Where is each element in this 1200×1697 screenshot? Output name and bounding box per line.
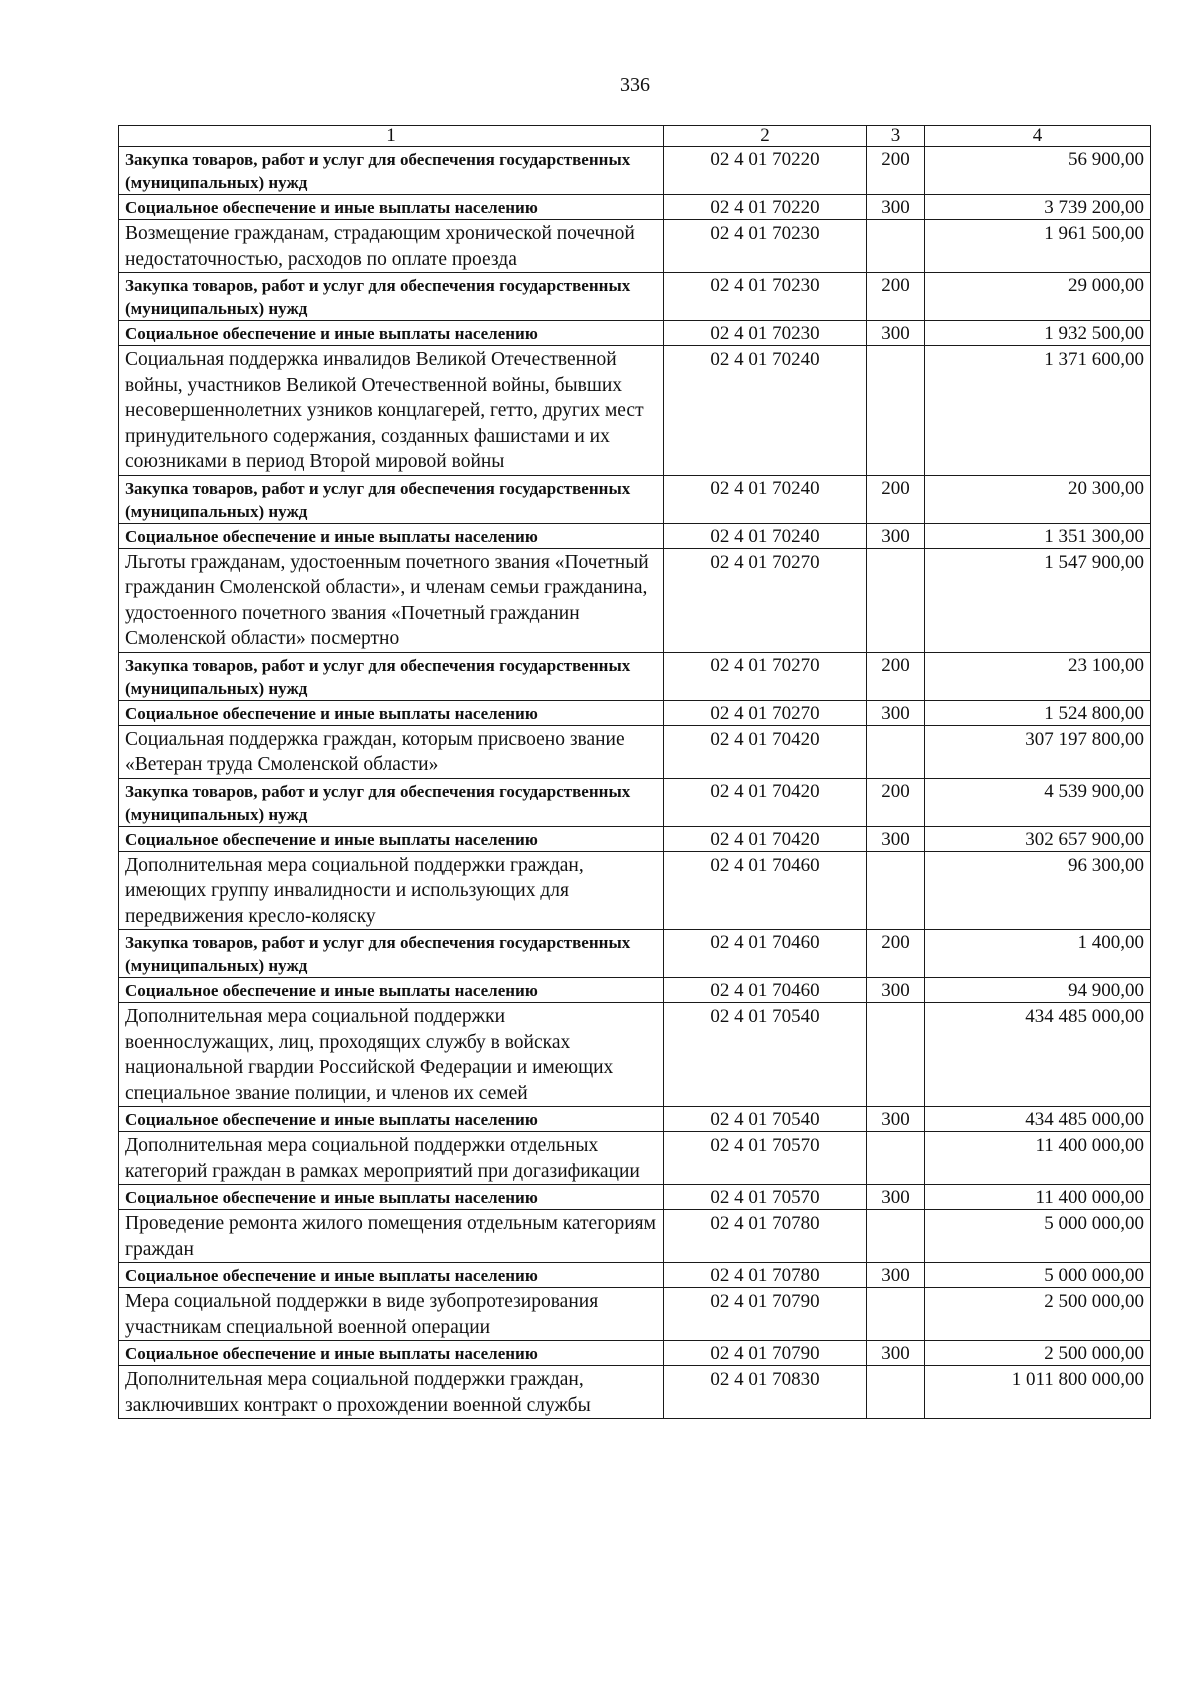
row-code: 02 4 01 70790 [664, 1288, 867, 1341]
row-expense-type: 300 [867, 1185, 925, 1210]
row-code: 02 4 01 70570 [664, 1132, 867, 1185]
row-expense-type: 300 [867, 826, 925, 851]
row-amount: 56 900,00 [925, 147, 1151, 195]
row-amount: 11 400 000,00 [925, 1132, 1151, 1185]
row-name: Социальное обеспечение и иные выплаты населению [119, 978, 664, 1003]
row-expense-type [867, 851, 925, 930]
row-expense-type [867, 548, 925, 652]
row-expense-type [867, 1132, 925, 1185]
row-name: Социальное обеспечение и иные выплаты населению [119, 1107, 664, 1132]
row-name: Дополнительная мера социальной поддержки военнослужащих, лиц, проходящих службу в войсках национальной гвардии Российской Федерации и имеющих специальное звание полиции, и членов их семей [119, 1003, 664, 1107]
row-expense-type: 300 [867, 700, 925, 725]
row-code: 02 4 01 70830 [664, 1366, 867, 1419]
row-amount: 2 500 000,00 [925, 1341, 1151, 1366]
row-code: 02 4 01 70220 [664, 195, 867, 220]
row-code: 02 4 01 70230 [664, 273, 867, 321]
table-row [119, 523, 1151, 548]
row-code: 02 4 01 70230 [664, 321, 867, 346]
row-code: 02 4 01 70270 [664, 652, 867, 700]
row-amount: 94 900,00 [925, 978, 1151, 1003]
row-code: 02 4 01 70420 [664, 826, 867, 851]
table-row [119, 321, 1151, 346]
table-row [119, 475, 1151, 523]
table-row [119, 1366, 1151, 1419]
row-amount: 29 000,00 [925, 273, 1151, 321]
table-row [119, 1263, 1151, 1288]
row-expense-type [867, 1210, 925, 1263]
table-row [119, 147, 1151, 195]
table-row [119, 851, 1151, 930]
row-code: 02 4 01 70270 [664, 548, 867, 652]
row-amount: 302 657 900,00 [925, 826, 1151, 851]
row-expense-type [867, 1288, 925, 1341]
row-name: Социальное обеспечение и иные выплаты населению [119, 826, 664, 851]
row-code: 02 4 01 70780 [664, 1263, 867, 1288]
row-amount: 307 197 800,00 [925, 725, 1151, 778]
row-expense-type: 300 [867, 321, 925, 346]
row-name: Дополнительная мера социальной поддержки отдельных категорий граждан в рамках мероприятий при догазификации [119, 1132, 664, 1185]
row-amount: 2 500 000,00 [925, 1288, 1151, 1341]
table-row [119, 548, 1151, 652]
row-name: Социальное обеспечение и иные выплаты населению [119, 700, 664, 725]
row-code: 02 4 01 70240 [664, 523, 867, 548]
table-row [119, 1341, 1151, 1366]
row-name: Социальное обеспечение и иные выплаты населению [119, 523, 664, 548]
table-row [119, 978, 1151, 1003]
row-expense-type: 200 [867, 930, 925, 978]
table-row [119, 220, 1151, 273]
row-expense-type: 200 [867, 147, 925, 195]
row-amount: 1 961 500,00 [925, 220, 1151, 273]
table-row [119, 195, 1151, 220]
row-code: 02 4 01 70790 [664, 1341, 867, 1366]
row-amount: 11 400 000,00 [925, 1185, 1151, 1210]
row-code: 02 4 01 70420 [664, 725, 867, 778]
row-amount: 3 739 200,00 [925, 195, 1151, 220]
table-row [119, 930, 1151, 978]
row-expense-type: 300 [867, 1263, 925, 1288]
row-name: Социальное обеспечение и иные выплаты населению [119, 321, 664, 346]
row-code: 02 4 01 70540 [664, 1003, 867, 1107]
row-expense-type: 200 [867, 475, 925, 523]
table-row [119, 826, 1151, 851]
row-code: 02 4 01 70460 [664, 930, 867, 978]
row-name: Социальное обеспечение и иные выплаты населению [119, 1185, 664, 1210]
row-name: Социальная поддержка граждан, которым присвоено звание «Ветеран труда Смоленской области» [119, 725, 664, 778]
row-amount: 1 400,00 [925, 930, 1151, 978]
row-expense-type: 200 [867, 652, 925, 700]
row-name: Возмещение гражданам, страдающим хронической почечной недостаточностью, расходов по оплате проезда [119, 220, 664, 273]
row-name: Закупка товаров, работ и услуг для обеспечения государственных (муниципальных) нужд [119, 147, 664, 195]
table-row [119, 778, 1151, 826]
row-amount: 4 539 900,00 [925, 778, 1151, 826]
row-name: Закупка товаров, работ и услуг для обеспечения государственных (муниципальных) нужд [119, 930, 664, 978]
row-name: Льготы гражданам, удостоенным почетного звания «Почетный гражданин Смоленской области», и членам семьи гражданина, удостоенного почетного звания «Почетный гражданин Смоленской области» посмертно [119, 548, 664, 652]
row-amount: 20 300,00 [925, 475, 1151, 523]
row-name: Дополнительная мера социальной поддержки граждан, имеющих группу инвалидности и использующих для передвижения кресло-коляску [119, 851, 664, 930]
row-amount: 5 000 000,00 [925, 1263, 1151, 1288]
table-row [119, 1288, 1151, 1341]
row-code: 02 4 01 70220 [664, 147, 867, 195]
row-name: Социальная поддержка инвалидов Великой Отечественной войны, участников Великой Отечественной войны, бывших несовершеннолетних узников концлагерей, гетто, других мест принудительного содержания, созданных фашистами и их союзниками в период Второй мировой войны [119, 346, 664, 476]
row-expense-type: 200 [867, 273, 925, 321]
row-expense-type [867, 725, 925, 778]
row-amount: 1 524 800,00 [925, 700, 1151, 725]
row-code: 02 4 01 70240 [664, 475, 867, 523]
row-code: 02 4 01 70570 [664, 1185, 867, 1210]
row-amount: 434 485 000,00 [925, 1003, 1151, 1107]
row-amount: 1 932 500,00 [925, 321, 1151, 346]
row-expense-type [867, 1003, 925, 1107]
table-row [119, 1107, 1151, 1132]
budget-table [118, 125, 1151, 1419]
table-row [119, 273, 1151, 321]
page-number: 336 [620, 74, 650, 96]
row-amount: 434 485 000,00 [925, 1107, 1151, 1132]
row-code: 02 4 01 70460 [664, 978, 867, 1003]
row-code: 02 4 01 70240 [664, 346, 867, 476]
table-row [119, 1132, 1151, 1185]
row-amount: 1 351 300,00 [925, 523, 1151, 548]
column-header-name: 1 [119, 126, 664, 147]
row-amount: 1 371 600,00 [925, 346, 1151, 476]
row-name: Социальное обеспечение и иные выплаты населению [119, 1263, 664, 1288]
row-name: Социальное обеспечение и иные выплаты населению [119, 195, 664, 220]
row-code: 02 4 01 70420 [664, 778, 867, 826]
column-header-code: 2 [664, 126, 867, 147]
table-row [119, 1185, 1151, 1210]
row-amount: 5 000 000,00 [925, 1210, 1151, 1263]
column-header-kvr: 3 [867, 126, 925, 147]
row-expense-type: 300 [867, 1107, 925, 1132]
row-expense-type: 300 [867, 978, 925, 1003]
row-expense-type: 300 [867, 523, 925, 548]
row-expense-type: 200 [867, 778, 925, 826]
row-name: Закупка товаров, работ и услуг для обеспечения государственных (муниципальных) нужд [119, 475, 664, 523]
row-name: Дополнительная мера социальной поддержки граждан, заключивших контракт о прохождении военной службы [119, 1366, 664, 1419]
row-code: 02 4 01 70780 [664, 1210, 867, 1263]
table-body [119, 147, 1151, 1419]
row-amount: 96 300,00 [925, 851, 1151, 930]
row-code: 02 4 01 70460 [664, 851, 867, 930]
table-row [119, 725, 1151, 778]
row-name: Проведение ремонта жилого помещения отдельным категориям граждан [119, 1210, 664, 1263]
row-name: Закупка товаров, работ и услуг для обеспечения государственных (муниципальных) нужд [119, 273, 664, 321]
column-header-amount: 4 [925, 126, 1151, 147]
row-code: 02 4 01 70540 [664, 1107, 867, 1132]
row-expense-type [867, 1366, 925, 1419]
row-code: 02 4 01 70270 [664, 700, 867, 725]
table-header-row [119, 126, 1151, 147]
row-code: 02 4 01 70230 [664, 220, 867, 273]
row-name: Закупка товаров, работ и услуг для обеспечения государственных (муниципальных) нужд [119, 652, 664, 700]
row-expense-type [867, 220, 925, 273]
row-expense-type: 300 [867, 195, 925, 220]
row-amount: 1 547 900,00 [925, 548, 1151, 652]
row-name: Закупка товаров, работ и услуг для обеспечения государственных (муниципальных) нужд [119, 778, 664, 826]
row-name: Социальное обеспечение и иные выплаты населению [119, 1341, 664, 1366]
row-amount: 23 100,00 [925, 652, 1151, 700]
table-row [119, 1210, 1151, 1263]
table-row [119, 700, 1151, 725]
row-expense-type [867, 346, 925, 476]
row-name: Мера социальной поддержки в виде зубопротезирования участникам специальной военной операции [119, 1288, 664, 1341]
row-amount: 1 011 800 000,00 [925, 1366, 1151, 1419]
table-row [119, 652, 1151, 700]
table-row [119, 346, 1151, 476]
table-row [119, 1003, 1151, 1107]
row-expense-type: 300 [867, 1341, 925, 1366]
